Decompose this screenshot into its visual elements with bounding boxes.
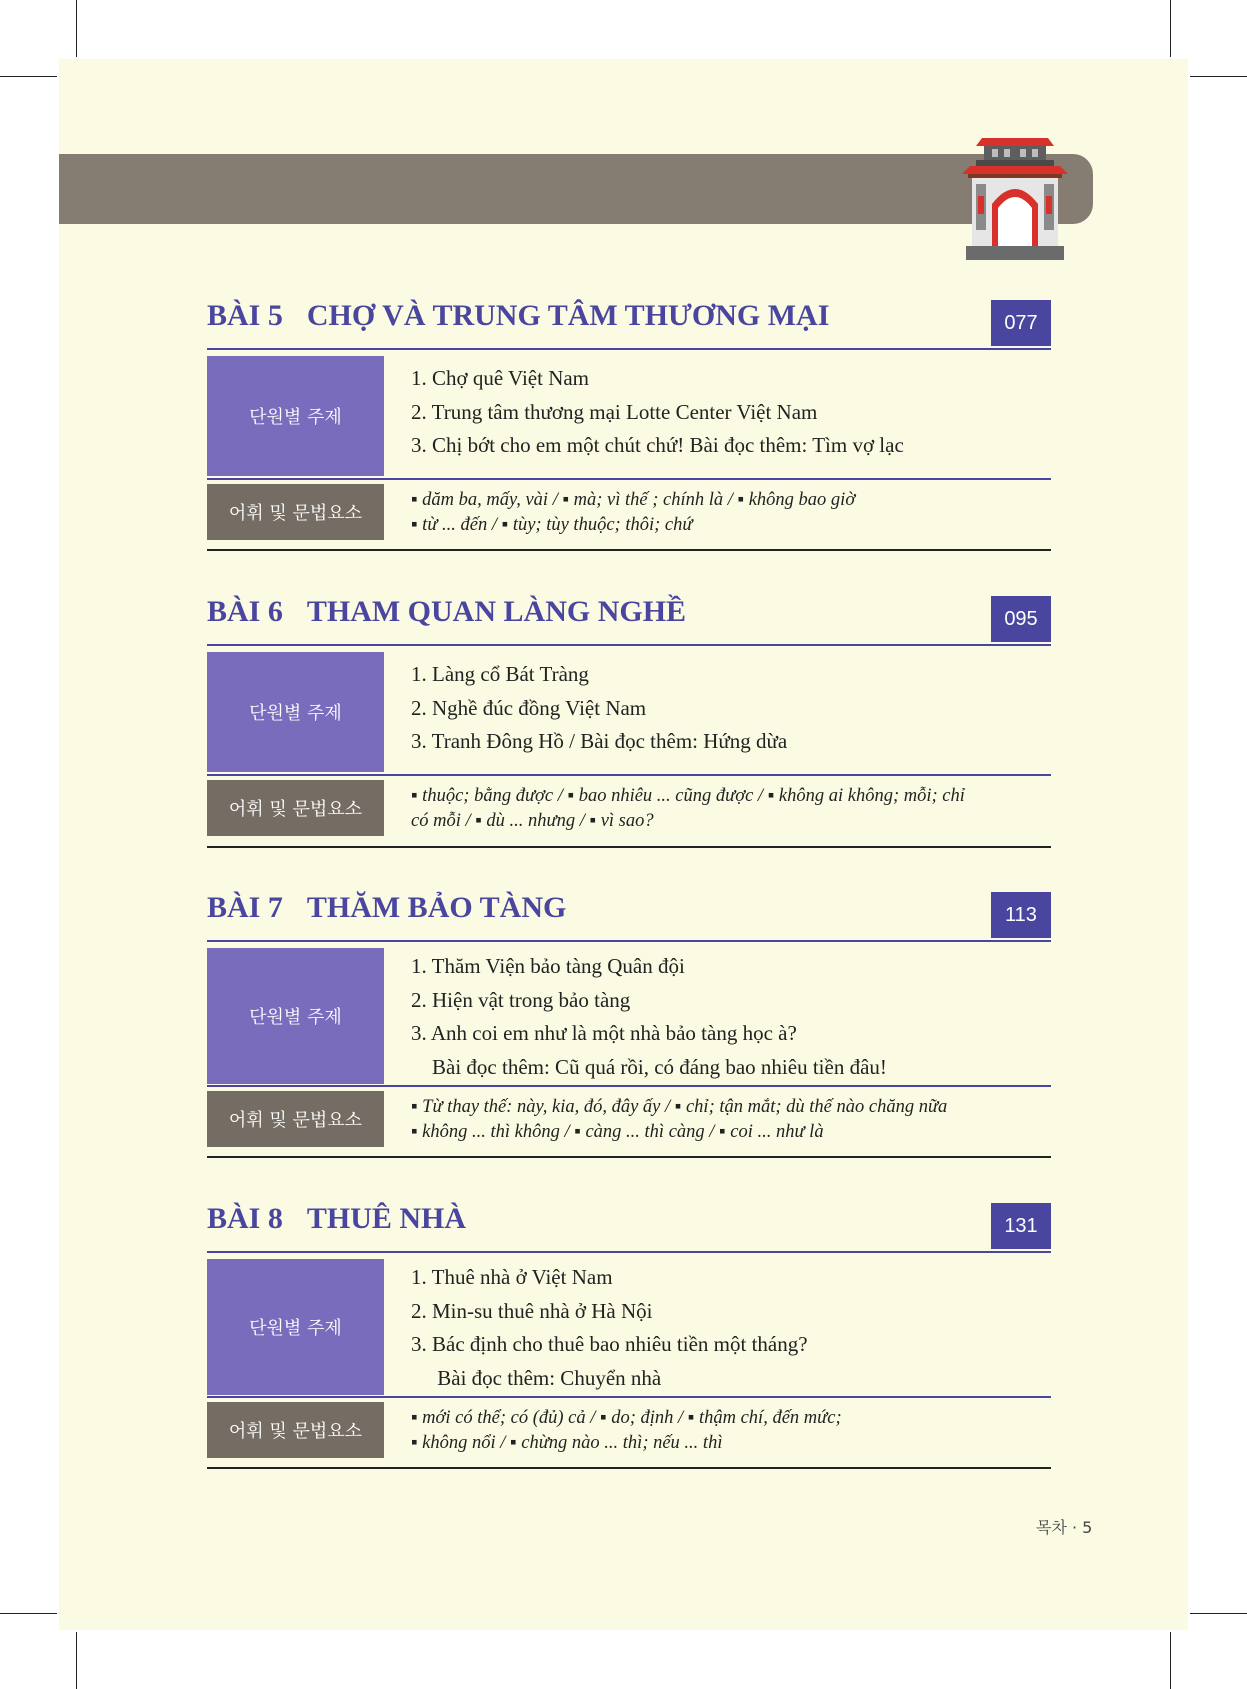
topic-list bbox=[411, 362, 1051, 463]
topic-item: 1. Làng cổ Bát Tràng bbox=[411, 662, 589, 686]
topic-item: 2. Trung tâm thương mại Lotte Center Việt Nam bbox=[411, 399, 818, 424]
topic-item: 2. Hiện vật trong bảo tàng bbox=[411, 987, 631, 1012]
crop-mark bbox=[1170, 0, 1171, 57]
grammar-list bbox=[411, 784, 1031, 834]
lesson-number: BÀI 5 bbox=[207, 299, 283, 332]
crop-mark bbox=[76, 1632, 77, 1689]
topic-item: 2. Nghề đúc đồng Việt Nam bbox=[411, 695, 647, 720]
divider bbox=[207, 644, 1051, 646]
page-number-badge[interactable]: 113 bbox=[991, 892, 1051, 938]
lesson-8 bbox=[207, 1199, 1051, 1471]
topic-list bbox=[411, 950, 1051, 1084]
page-number-badge[interactable]: 131 bbox=[991, 1203, 1051, 1249]
lesson-heading bbox=[207, 1199, 466, 1239]
lesson-heading bbox=[207, 888, 566, 928]
page-number-badge[interactable]: 077 bbox=[991, 300, 1051, 346]
topic-label: 단원별 주제 bbox=[207, 356, 384, 476]
divider bbox=[207, 1467, 1051, 1469]
topic-item: 3. Bác định cho thuê bao nhiêu tiền một tháng? bbox=[411, 1332, 808, 1356]
divider bbox=[207, 1396, 1051, 1398]
grammar-line: ▪ không nổi / ▪ chừng nào ... thì; nếu ... thì bbox=[411, 1433, 723, 1453]
lesson-5 bbox=[207, 296, 1051, 553]
topic-label: 단원별 주제 bbox=[207, 1259, 384, 1395]
header-band bbox=[59, 154, 1093, 224]
divider bbox=[207, 348, 1051, 350]
lesson-number: BÀI 8 bbox=[207, 1202, 283, 1235]
divider bbox=[207, 478, 1051, 480]
grammar-list bbox=[411, 488, 1031, 538]
topic-item: 3. Chị bớt cho em một chút chứ! Bài đọc thêm: Tìm vợ lạc bbox=[411, 433, 904, 457]
crop-mark bbox=[0, 76, 57, 77]
lesson-number: BÀI 7 bbox=[207, 891, 283, 924]
topic-item: 2. Min-su thuê nhà ở Hà Nội bbox=[411, 1298, 653, 1323]
grammar-line: ▪ mới có thể; có (đủ) cả / ▪ do; định / ▪ thậm chí, đến mức; bbox=[411, 1408, 842, 1428]
crop-mark bbox=[76, 0, 77, 57]
divider bbox=[207, 1251, 1051, 1253]
grammar-label: 어휘 및 문법요소 bbox=[207, 780, 384, 836]
divider bbox=[207, 846, 1051, 848]
lesson-title: THAM QUAN LÀNG NGHỀ bbox=[306, 595, 687, 628]
topic-item: 1. Thăm Viện bảo tàng Quân đội bbox=[411, 954, 685, 978]
divider bbox=[207, 1085, 1051, 1087]
page-number-badge[interactable]: 095 bbox=[991, 596, 1051, 642]
page-footer: 목차 · 5 bbox=[1036, 1518, 1093, 1537]
lesson-title: CHỢ VÀ TRUNG TÂM THƯƠNG MẠI bbox=[306, 299, 830, 332]
topic-item: 3. Anh coi em như là một nhà bảo tàng học à? bbox=[411, 1021, 797, 1045]
topic-item: 3. Tranh Đông Hồ / Bài đọc thêm: Hứng dừa bbox=[411, 729, 788, 753]
grammar-list bbox=[411, 1406, 1031, 1456]
divider bbox=[207, 940, 1051, 942]
lesson-title: THĂM BẢO TÀNG bbox=[306, 891, 567, 924]
divider bbox=[207, 1156, 1051, 1158]
topic-label: 단원별 주제 bbox=[207, 948, 384, 1084]
divider bbox=[207, 774, 1051, 776]
lesson-7 bbox=[207, 888, 1051, 1160]
grammar-list bbox=[411, 1095, 1031, 1145]
lesson-6 bbox=[207, 592, 1051, 850]
grammar-line: ▪ không ... thì không / ▪ càng ... thì càng / ▪ coi ... như là bbox=[411, 1122, 824, 1142]
grammar-label: 어휘 및 문법요소 bbox=[207, 1091, 384, 1147]
grammar-line: ▪ thuộc; bằng được / ▪ bao nhiêu ... cũng được / ▪ không ai không; mỗi; chỉ bbox=[411, 786, 965, 806]
topic-item: 1. Thuê nhà ở Việt Nam bbox=[411, 1265, 613, 1289]
grammar-label: 어휘 및 문법요소 bbox=[207, 1402, 384, 1458]
temple-gate-icon bbox=[962, 134, 1068, 260]
crop-mark bbox=[1190, 76, 1247, 77]
lesson-title: THUÊ NHÀ bbox=[306, 1202, 467, 1235]
grammar-line: ▪ từ ... đến / ▪ tùy; tùy thuộc; thôi; chứ bbox=[411, 515, 693, 535]
lesson-heading bbox=[207, 296, 829, 336]
topic-list bbox=[411, 658, 1051, 759]
crop-mark bbox=[0, 1613, 57, 1614]
topic-label: 단원별 주제 bbox=[207, 652, 384, 772]
topic-list bbox=[411, 1261, 1051, 1395]
topic-item: Bài đọc thêm: Chuyển nhà bbox=[411, 1365, 662, 1390]
divider bbox=[207, 549, 1051, 551]
topic-item: Bài đọc thêm: Cũ quá rồi, có đáng bao nhiêu tiền đâu! bbox=[411, 1054, 887, 1079]
grammar-line: có mỗi / ▪ dù ... nhưng / ▪ vì sao? bbox=[411, 811, 654, 831]
topic-item: 1. Chợ quê Việt Nam bbox=[411, 366, 590, 390]
grammar-label: 어휘 및 문법요소 bbox=[207, 484, 384, 540]
crop-mark bbox=[1170, 1632, 1171, 1689]
lesson-heading bbox=[207, 592, 686, 632]
grammar-line: ▪ dăm ba, mấy, vài / ▪ mà; vì thế ; chính là / ▪ không bao giờ bbox=[411, 490, 856, 510]
lesson-number: BÀI 6 bbox=[207, 595, 283, 628]
crop-mark bbox=[1190, 1613, 1247, 1614]
grammar-line: ▪ Từ thay thế: này, kia, đó, đây ấy / ▪ chỉ; tận mắt; dù thế nào chăng nữa bbox=[411, 1097, 948, 1117]
